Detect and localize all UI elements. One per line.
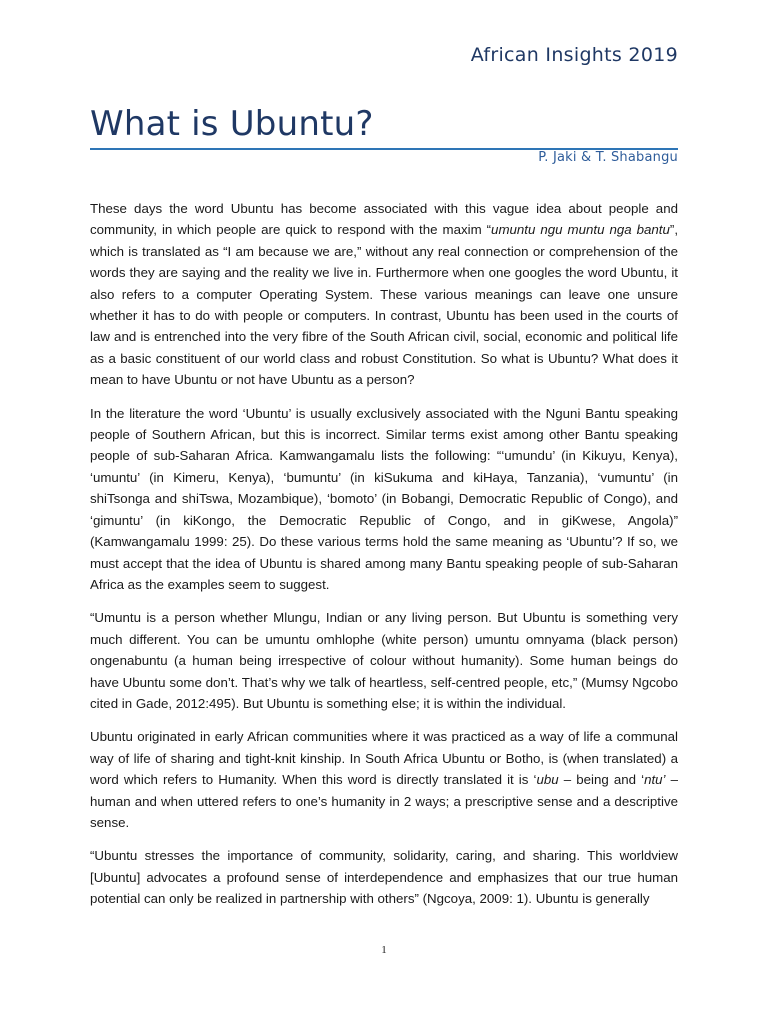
paragraph-2: In the literature the word ‘Ubuntu’ is usually exclusively associated with the Nguni Bantu speaking people of Southern African, but this is incorrect. Similar terms exist among other Bantu speaking people of sub-Saharan Africa. Kamwangamalu lists the following: “‘umundu’ (in Kikuyu, Kenya), ‘umuntu’ (in Kimeru, Kenya), ‘bumuntu’ (in kiSukuma and kiHaya, Tanzania), ‘vumuntu’ (in shiTsonga and shiTswa, Mozambique), ‘bomoto’ (in Bobangi, Democratic Republic of Congo), and ‘gimuntu’ (in kiKongo, the Democratic Republic of Congo, and in giKwese, Angola)” (Kamwangamalu 1999: 25). Do these various terms hold the same meaning as ‘Ubuntu’? If so, we must accept that the idea of Ubuntu is shared among many Bantu speaking people of sub-Saharan Africa as the examples seem to suggest. <box>90 405 678 592</box>
page-number: 1 <box>381 944 387 956</box>
ntu-italic: ntu’ <box>644 772 666 788</box>
paragraph-4-text-a: Ubuntu originated in early African communities where it was practiced as a way of life a communal way of life of sharing and tight-knit kinship. In South Africa Ubuntu or Botho, is (when translated) a word which refers to Humanity. When this word is directly translated it is ‘ <box>90 729 678 788</box>
paragraph-4-text-c: – being and ‘ <box>558 772 645 788</box>
paragraph-1 <box>90 198 678 391</box>
paragraph-4 <box>90 726 678 833</box>
publication-header: African Insights 2019 <box>470 44 678 66</box>
article-title: What is Ubuntu? <box>90 104 374 144</box>
paragraph-4-text-e: – human and when uttered refers to one’s humanity in 2 ways; a prescriptive sense and a descriptive sense. <box>90 772 678 830</box>
paragraph-1-text-a: These days the word Ubuntu has become associated with this vague idea about people and community, in which people are quick to respond with the maxim “ <box>90 201 678 238</box>
maxim-italic: umuntu ngu muntu nga bantu <box>491 222 670 238</box>
article-authors: P. Jaki & T. Shabangu <box>538 150 678 165</box>
article-body <box>90 198 678 918</box>
paragraph-5: “Ubuntu stresses the importance of community, solidarity, caring, and sharing. This worldview [Ubuntu] advocates a profound sense of interdependence and emphasizes that our true human potential can only be realized in partnership with others” (Ngcoya, 2009: 1). Ubuntu is generally <box>90 848 678 907</box>
ubu-italic: ubu <box>536 772 559 788</box>
paragraph-1-text-c: ”, which is translated as “I am because we are,” without any real connection or comprehension of the words they are saying and the reality we live in. Furthermore when one googles the word Ubuntu, it also refers to a computer Operating System. These various meanings can leave one unsure whether it has to do with people or computers. In contrast, Ubuntu has been used in the courts of law and is entrenched into the very fibre of the South African civil, social, economic and political life as a basic constituent of our world class and robust Constitution. So what is Ubuntu? What does it mean to have Ubuntu or not have Ubuntu as a person? <box>90 222 679 388</box>
paragraph-3: “Umuntu is a person whether Mlungu, Indian or any living person. But Ubuntu is something very much different. You can be umuntu omhlophe (white person) umuntu omnyama (black person) ongenabuntu (a human being irrespective of colour without humanity). Some human beings do have Ubuntu some don’t. That’s why we talk of heartless, self-centred people, etc,” (Mumsy Ngcobo cited in Gade, 2012:495). But Ubuntu is something else; it is within the individual. <box>90 610 678 711</box>
